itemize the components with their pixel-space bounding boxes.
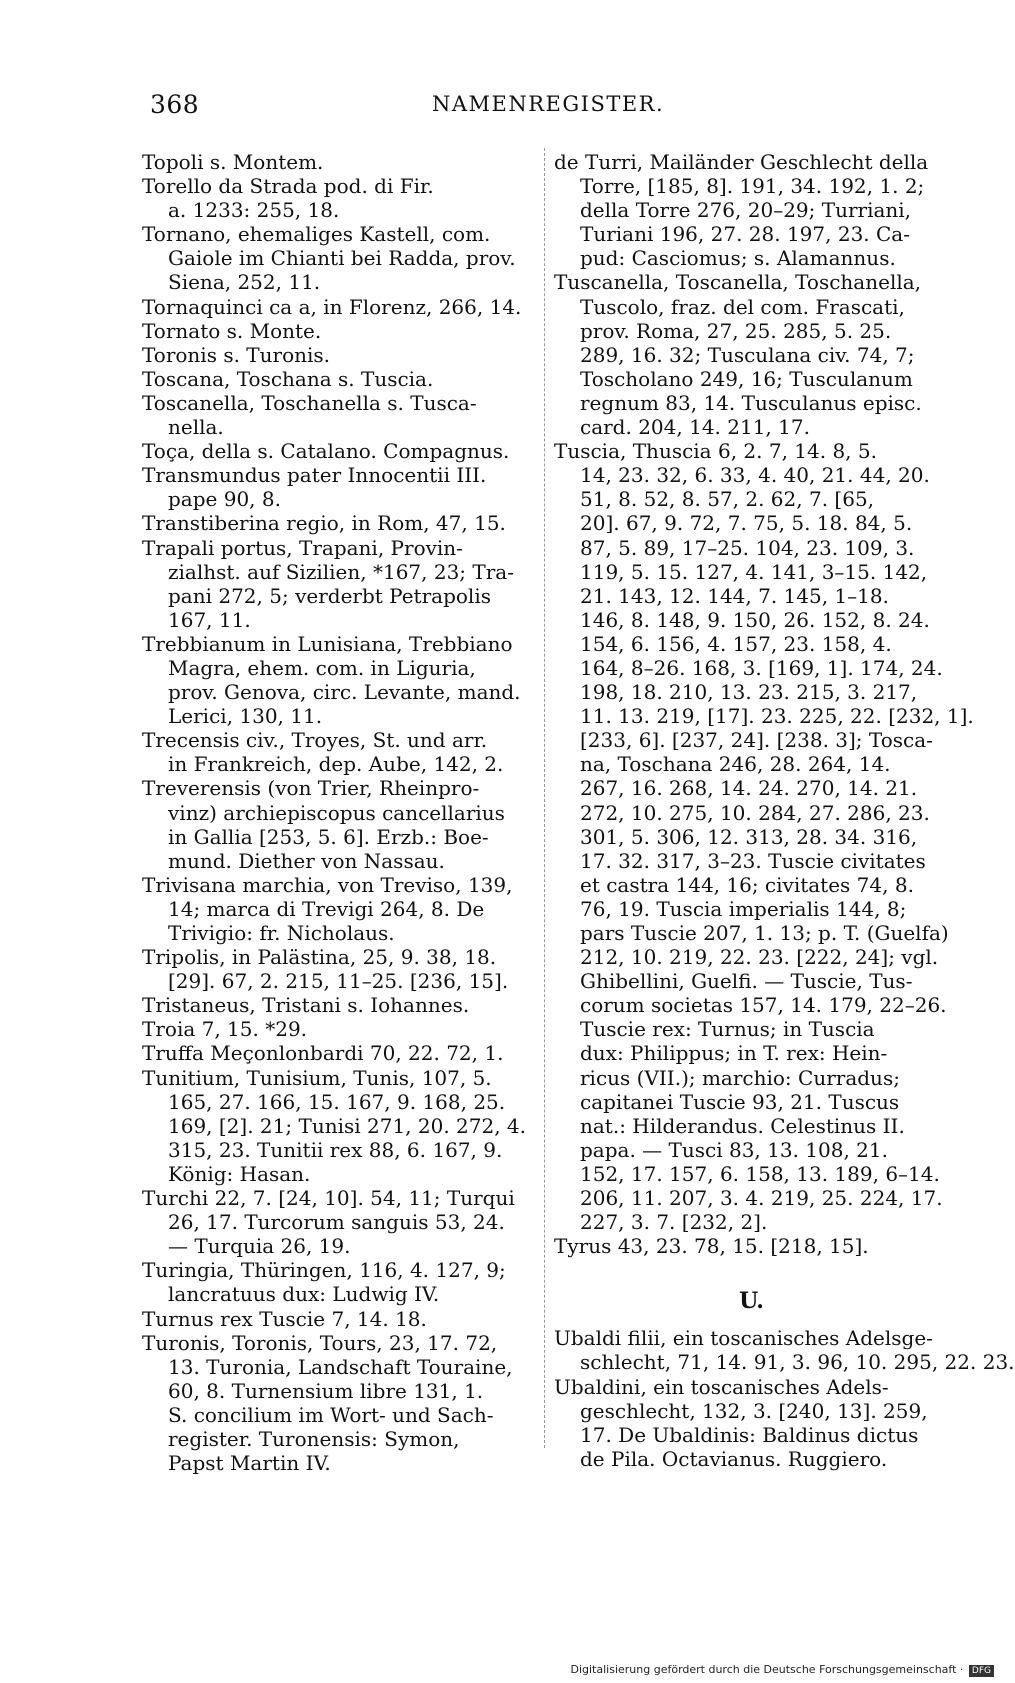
entry-line: Treverensis (von Trier, Rheinpro- (142, 776, 480, 801)
page-header (150, 90, 940, 124)
index-entry (142, 993, 537, 1017)
entry-line: 165, 27. 166, 15. 167, 9. 168, 25. (168, 1089, 506, 1114)
entry-line: S. concilium im Wort- und Sach- (168, 1402, 494, 1427)
entry-line: de Turri, Mailänder Geschlecht della (554, 150, 929, 174)
entry-line: pud: Casciomus; s. Alamannus. (580, 246, 896, 271)
entry-line: a. 1233: 255, 18. (168, 198, 340, 223)
entry-line: Tyrus 43, 23. 78, 15. [218, 15]. (554, 1234, 869, 1259)
entry-line: geschlecht, 132, 3. [240, 13]. 259, (580, 1398, 928, 1423)
entry-line: zialhst. auf Sizilien, *167, 23; Tra- (168, 559, 514, 584)
entry-line: 13. Turonia, Landschaft Touraine, (168, 1354, 513, 1379)
index-entry (142, 463, 537, 511)
left-column (142, 150, 537, 1475)
entry-line: 11. 13. 219, [17]. 23. 225, 22. [232, 1]. (580, 704, 974, 729)
entry-line: Tristaneus, Tristani s. Iohannes. (142, 993, 470, 1018)
entry-line: prov. Genova, circ. Levante, mand. (168, 680, 521, 705)
entry-line: 169, [2]. 21; Tunisi 271, 20. 272, 4. (168, 1113, 527, 1138)
entry-line: Ubaldini, ein toscanisches Adels- (554, 1374, 889, 1399)
entry-line: Toscana, Toschana s. Tuscia. (142, 366, 434, 391)
entry-line: Toronis s. Turonis. (142, 342, 331, 367)
index-entry (142, 1331, 537, 1476)
entry-line: Turiani 196, 27. 28. 197, 23. Ca- (580, 222, 910, 247)
entry-line: Tuscie rex: Turnus; in Tuscia (580, 1017, 875, 1042)
entry-line: 198, 18. 210, 13. 23. 215, 3. 217, (580, 680, 918, 705)
entry-line: Tripolis, in Palästina, 25, 9. 38, 18. (142, 945, 497, 970)
entry-line: 289, 16. 32; Tusculana civ. 74, 7; (580, 342, 915, 367)
entry-line: 20]. 67, 9. 72, 7. 75, 5. 18. 84, 5. (580, 511, 913, 536)
entry-line: 301, 5. 306, 12. 313, 28. 34. 316, (580, 824, 918, 849)
entry-line: 272, 10. 275, 10. 284, 27. 286, 23. (580, 800, 930, 825)
entry-line: — Turquia 26, 19. (168, 1234, 351, 1259)
index-entry (142, 1258, 537, 1306)
running-head: NAMENREGISTER. (432, 92, 665, 116)
entry-line: 212, 10. 219, 22. 23. [222, 24]; vgl. (580, 945, 939, 970)
entry-line: Transtiberina regio, in Rom, 47, 15. (142, 511, 506, 536)
entry-line: Trebbianum in Lunisiana, Trebbiano (142, 631, 513, 656)
index-entry (142, 367, 537, 391)
entry-line: Tuscanella, Toscanella, Toschanella, (554, 270, 922, 295)
index-entry (142, 343, 537, 367)
entry-line: Trivigio: fr. Nicholaus. (168, 921, 395, 945)
right-entries-u (554, 1326, 1015, 1471)
index-entry (142, 439, 537, 463)
entry-line: lancratuus dux: Ludwig IV. (168, 1282, 440, 1307)
index-entry (142, 319, 537, 343)
entry-line: vinz) archiepiscopus cancellarius (168, 800, 505, 825)
entry-line: Turingia, Thüringen, 116, 4. 127, 9; (142, 1258, 506, 1283)
entry-line: 14; marca di Trevigi 264, 8. De (168, 896, 485, 921)
entry-line: pars Tuscie 207, 1. 13; p. T. (Guelfa) (580, 921, 949, 945)
entry-line: Topoli s. Montem. (142, 150, 324, 174)
entry-line: della Torre 276, 20–29; Turriani, (580, 198, 912, 223)
entry-line: Torello da Strada pod. di Fir. (142, 174, 434, 199)
entry-line: 146, 8. 148, 9. 150, 26. 152, 8. 24. (580, 607, 930, 632)
entry-line: regnum 83, 14. Tusculanus episc. (580, 390, 922, 415)
entry-line: Turonis, Toronis, Tours, 23, 17. 72, (142, 1330, 498, 1355)
entry-line: Ghibellini, Guelfi. — Tuscie, Tus- (580, 969, 913, 994)
entry-line: capitanei Tuscie 93, 21. Tuscus (580, 1089, 900, 1114)
entry-line: Tornato s. Monte. (142, 318, 322, 343)
entry-line: Magra, ehem. com. in Liguria, (168, 655, 476, 680)
entry-line: 154, 6. 156, 4. 157, 23. 158, 4. (580, 631, 892, 656)
entry-line: 315, 23. Tunitii rex 88, 6. 167, 9. (168, 1137, 503, 1162)
entry-line: 87, 5. 89, 17–25. 104, 23. 109, 3. (580, 535, 915, 560)
index-entry (554, 270, 949, 439)
index-entry (554, 1375, 949, 1471)
entry-line: Torre, [185, 8]. 191, 34. 192, 1. 2; (580, 174, 925, 199)
index-entry (142, 1307, 537, 1331)
page-number: 368 (150, 90, 200, 119)
entry-line: 14, 23. 32, 6. 33, 4. 40, 21. 44, 20. (580, 463, 930, 488)
entry-line: na, Toschana 246, 28. 264, 14. (580, 752, 891, 777)
entry-line: 26, 17. Turcorum sanguis 53, 24. (168, 1210, 505, 1235)
entry-line: prov. Roma, 27, 25. 285, 5. 25. (580, 318, 892, 343)
entry-line: 17. 32. 317, 3–23. Tuscie civitates (580, 848, 926, 873)
index-entry (554, 439, 974, 1235)
entry-line: 51, 8. 52, 8. 57, 2. 62, 7. [65, (580, 487, 875, 512)
index-entry (142, 536, 537, 632)
entry-line: de Pila. Octavianus. Ruggiero. (580, 1446, 888, 1471)
entry-line: Turnus rex Tuscie 7, 14. 18. (142, 1306, 427, 1331)
entry-line: 21. 143, 12. 144, 7. 145, 1–18. (580, 583, 889, 608)
entry-line: schlecht, 71, 14. 91, 3. 96, 10. 295, 22. 23. (580, 1350, 1015, 1375)
index-entry (142, 222, 537, 294)
entry-line: Tuscia, Thuscia 6, 2. 7, 14. 8, 5. (554, 439, 877, 464)
entry-line: 76, 19. Tuscia imperialis 144, 8; (580, 896, 907, 921)
entry-line: in Gallia [253, 5. 6]. Erzb.: Boe- (168, 824, 489, 849)
index-entry (554, 1326, 1015, 1375)
entry-line: in Frankreich, dep. Aube, 142, 2. (168, 752, 504, 777)
entry-line: Siena, 252, 11. (168, 270, 321, 295)
column-divider (544, 148, 545, 1448)
entry-line: König: Hasan. (168, 1161, 311, 1186)
entry-line: Lerici, 130, 11. (168, 704, 323, 729)
entry-line: 152, 17. 157, 6. 158, 13. 189, 6–14. (580, 1161, 940, 1186)
index-entry (142, 295, 537, 319)
entry-line: pape 90, 8. (168, 487, 281, 512)
entry-line: Gaiole im Chianti bei Radda, prov. (168, 246, 516, 271)
index-entry (554, 150, 949, 270)
entry-line: pani 272, 5; verderbt Petrapolis (168, 583, 491, 608)
index-entry (142, 174, 537, 222)
entry-line: Papst Martin IV. (168, 1451, 331, 1476)
entry-line: Tunitium, Tunisium, Tunis, 107, 5. (142, 1065, 492, 1090)
dfg-logo: DFG (969, 1665, 994, 1677)
entry-line: Transmundus pater Innocentii III. (142, 463, 487, 488)
entry-line: 164, 8–26. 168, 3. [169, 1]. 174, 24. (580, 655, 943, 680)
entry-line: Tornaquinci ca a, in Florenz, 266, 14. (142, 294, 522, 319)
entry-line: [29]. 67, 2. 215, 11–25. [236, 15]. (168, 969, 509, 994)
entry-line: Trapali portus, Trapani, Provin- (142, 535, 463, 560)
right-entries-t (554, 150, 974, 1259)
entry-line: corum societas 157, 14. 179, 22–26. (580, 993, 947, 1018)
entry-line: Toscanella, Toschanella s. Tusca- (142, 390, 477, 415)
entry-line: register. Turonensis: Symon, (168, 1426, 460, 1451)
entry-line: Tornano, ehemaliges Kastell, com. (142, 222, 491, 247)
footer-text: Digitalisierung gefördert durch die Deutsche Forschungsgemeinschaft · (570, 1663, 964, 1676)
right-column (554, 150, 1015, 1471)
entry-line: Trecensis civ., Troyes, St. und arr. (142, 728, 488, 753)
dfg-footer (570, 1663, 994, 1677)
entry-line: nella. (168, 415, 224, 440)
index-entry (142, 776, 537, 872)
entry-line: 167, 11. (168, 607, 251, 632)
entry-line: 119, 5. 15. 127, 4. 141, 3–15. 142, (580, 559, 928, 584)
index-entry (142, 1066, 537, 1186)
entry-line: ricus (VII.); marchio: Curradus; (580, 1065, 900, 1090)
entry-line: Truffa Meçonlonbardi 70, 22. 72, 1. (142, 1041, 504, 1066)
index-entry (142, 873, 537, 945)
entry-line: [233, 6]. [237, 24]. [238. 3]; Tosca- (580, 728, 933, 753)
entry-line: mund. Diether von Nassau. (168, 848, 445, 873)
entry-line: Trivisana marchia, von Treviso, 139, (142, 872, 513, 897)
entry-line: nat.: Hilderandus. Celestinus II. (580, 1113, 905, 1138)
entry-line: 206, 11. 207, 3. 4. 219, 25. 224, 17. (580, 1186, 943, 1211)
entry-line: card. 204, 14. 211, 17. (580, 415, 810, 440)
entry-line: Tuscolo, fraz. del com. Frascati, (580, 294, 905, 319)
index-entry (554, 1234, 949, 1258)
index-entry (142, 150, 537, 174)
entry-line: Turchi 22, 7. [24, 10]. 54, 11; Turqui (142, 1186, 515, 1211)
entry-line: dux: Philippus; in T. rex: Hein- (580, 1041, 888, 1066)
index-entry (142, 1017, 537, 1041)
entry-line: 17. De Ubaldinis: Baldinus dictus (580, 1422, 919, 1447)
entry-line: 267, 16. 268, 14. 24. 270, 14. 21. (580, 776, 918, 801)
index-entry (142, 511, 537, 535)
index-entry (142, 632, 537, 728)
entry-line: Toscholano 249, 16; Tusculanum (580, 366, 913, 391)
entry-line: 60, 8. Turnensium libre 131, 1. (168, 1378, 484, 1403)
section-letter-u: U. (739, 1288, 764, 1315)
entry-line: Troia 7, 15. *29. (142, 1017, 308, 1042)
entry-line: 227, 3. 7. [232, 2]. (580, 1210, 768, 1235)
index-entry (142, 945, 537, 993)
entry-line: Ubaldi filii, ein toscanisches Adelsge- (554, 1326, 933, 1351)
index-entry (142, 1186, 537, 1258)
entry-line: et castra 144, 16; civitates 74, 8. (580, 872, 914, 897)
index-entry (142, 728, 537, 776)
entry-line: Toça, della s. Catalano. Compagnus. (142, 439, 510, 464)
entry-line: papa. — Tusci 83, 13. 108, 21. (580, 1137, 888, 1162)
index-entry (142, 1041, 537, 1065)
index-entry (142, 391, 537, 439)
